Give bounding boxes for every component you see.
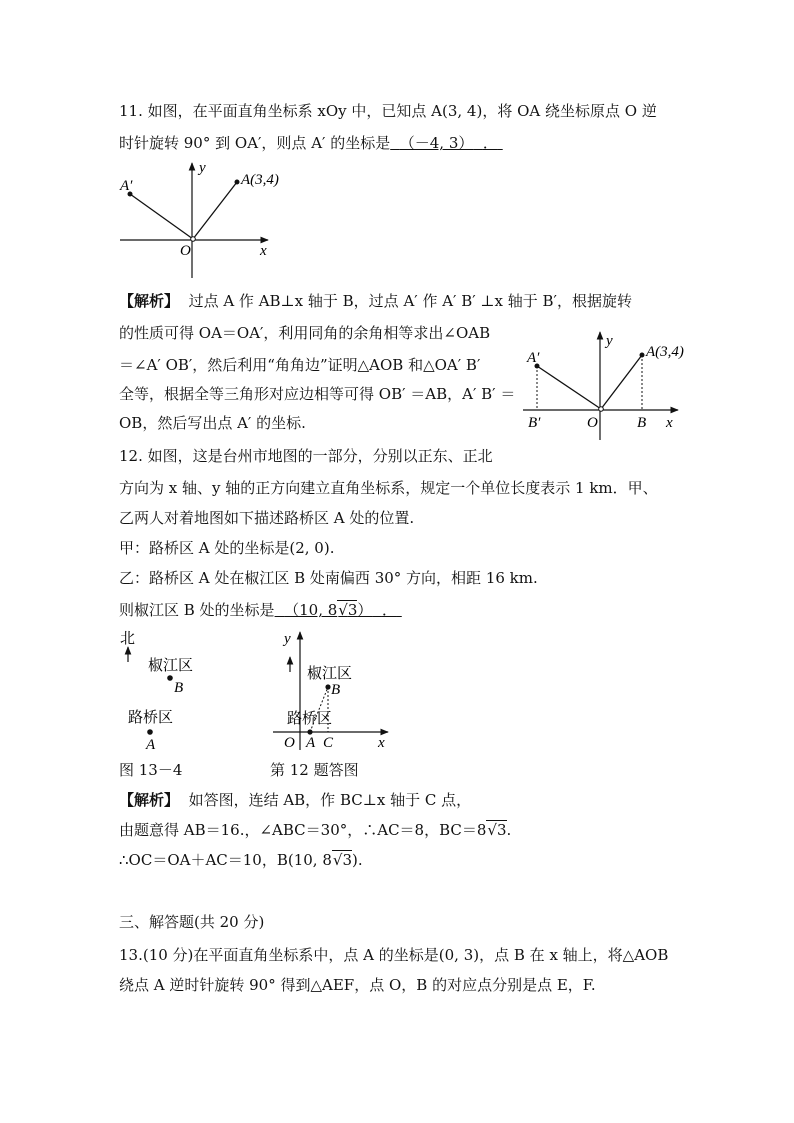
label-x: x xyxy=(666,415,673,431)
q11-analysis-line4: 全等，根据全等三角形对应边相等可得 OB′ ＝AB，A′ B′ ＝ xyxy=(119,385,516,403)
segment-oa xyxy=(193,182,237,239)
q11-analysis-line2: 的性质可得 OA＝OA′，利用同角的余角相等求出∠OAB xyxy=(119,324,491,342)
origin-point xyxy=(599,407,604,412)
point-b xyxy=(325,684,330,689)
label-x: x xyxy=(378,735,385,751)
q12-analysis-line2: 由题意得 AB＝16.，∠ABC＝30°，∴AC＝8，BC＝8√3. xyxy=(119,821,512,839)
label-a: A xyxy=(146,737,156,753)
q11-line2 xyxy=(119,133,503,153)
label-o: O xyxy=(180,243,191,259)
q11-figure xyxy=(118,158,278,283)
q13-line1: 13.(10 分)在平面直角坐标系中，点 A 的坐标是(0, 3)，点 B 在 x 轴上，将△AOB xyxy=(119,946,669,964)
label-jiaojiang: 椒江区 xyxy=(307,666,353,682)
label-aprime: A′ xyxy=(120,178,133,194)
sqrt-icon: √3 xyxy=(332,851,352,869)
label-c: C xyxy=(323,735,334,751)
label-y: y xyxy=(606,333,613,349)
q12-analysis-line1: 【解析】 如答图，连结 AB，作 BC⊥x 轴于 C 点， xyxy=(119,791,472,809)
analysis-tag: 【解析】 xyxy=(119,791,180,809)
label-bprime: B′ xyxy=(528,415,541,431)
q11-line1: 11. 如图，在平面直角坐标系 xOy 中，已知点 A(3, 4)，将 OA 绕坐标原点 O 逆 xyxy=(119,102,657,120)
point-b xyxy=(167,675,173,681)
analysis-tag: 【解析】 xyxy=(119,292,180,310)
label-a: A xyxy=(306,735,316,751)
label-o: O xyxy=(587,415,598,431)
segment-oa xyxy=(601,355,642,409)
label-y: y xyxy=(284,631,291,647)
label-aprime: A′ xyxy=(527,350,540,366)
section3-heading: 三、解答题(共 20 分) xyxy=(119,913,265,931)
label-x: x xyxy=(260,243,267,259)
q12-answer: （10, 8√3） ． xyxy=(284,601,397,619)
label-a: A(3,4) xyxy=(241,172,279,188)
q12-line3: 乙两人对着地图如下描述路桥区 A 处的位置. xyxy=(119,509,415,527)
label-luqiao: 路桥区 xyxy=(287,711,333,727)
segment-oaprime xyxy=(130,194,193,239)
label-north: 北 xyxy=(120,631,136,647)
point-a xyxy=(147,729,153,735)
point-a xyxy=(307,729,312,734)
label-y: y xyxy=(199,160,206,176)
label-b: B xyxy=(331,682,341,698)
q12-answer-caption: 第 12 题答图 xyxy=(270,761,359,779)
label-b: B xyxy=(174,680,184,696)
point-a xyxy=(640,353,645,358)
sqrt-icon: √3 xyxy=(338,601,358,619)
q12-answer-figure xyxy=(268,628,393,753)
q12-map-caption: 图 13－4 xyxy=(119,761,183,779)
q12-line4: 甲：路桥区 A 处的坐标是(2, 0). xyxy=(119,539,335,557)
label-jiaojiang: 椒江区 xyxy=(148,658,194,674)
q11-analysis-line3: ＝∠A′ OB′，然后利用“角角边”证明△AOB 和△OA′ B′ xyxy=(119,356,481,374)
label-o: O xyxy=(284,735,295,751)
q13-line2: 绕点 A 逆时针旋转 90° 得到△AEF，点 O，B 的对应点分别是点 E，F. xyxy=(119,976,596,994)
q11-analysis-line5: OB，然后写出点 A′ 的坐标. xyxy=(119,414,306,432)
q12-line1: 12. 如图，这是台州市地图的一部分，分别以正东、正北 xyxy=(119,447,493,465)
q12-map-figure xyxy=(115,628,225,753)
q11-answer: （－4, 3） ． xyxy=(399,134,498,152)
label-luqiao: 路桥区 xyxy=(128,710,174,726)
q12-line5: 乙：路桥区 A 处在椒江区 B 处南偏西 30° 方向，相距 16 km. xyxy=(119,569,538,587)
q12-line6: 则椒江区 B 处的坐标是 （10, 8√3） ． xyxy=(119,600,402,620)
q12-analysis-line3: ∴OC＝OA＋AC＝10，B(10, 8√3). xyxy=(119,851,363,869)
q11-line2-text: 时针旋转 90° 到 OA′，则点 A′ 的坐标是 xyxy=(119,134,391,152)
point-a xyxy=(235,180,240,185)
q11-analysis-figure xyxy=(520,330,685,440)
segment-oaprime xyxy=(537,366,601,409)
origin-point xyxy=(191,237,196,242)
q12-line2: 方向为 x 轴、y 轴的正方向建立直角坐标系，规定一个单位长度表示 1 km．甲、 xyxy=(119,479,658,497)
label-b: B xyxy=(637,415,647,431)
sqrt-icon: √3 xyxy=(487,821,507,839)
label-a: A(3,4) xyxy=(646,344,684,360)
q11-analysis-line1: 【解析】 过点 A 作 AB⊥x 轴于 B，过点 A′ 作 A′ B′ ⊥x 轴于 B′，根据旋转 xyxy=(119,292,632,310)
